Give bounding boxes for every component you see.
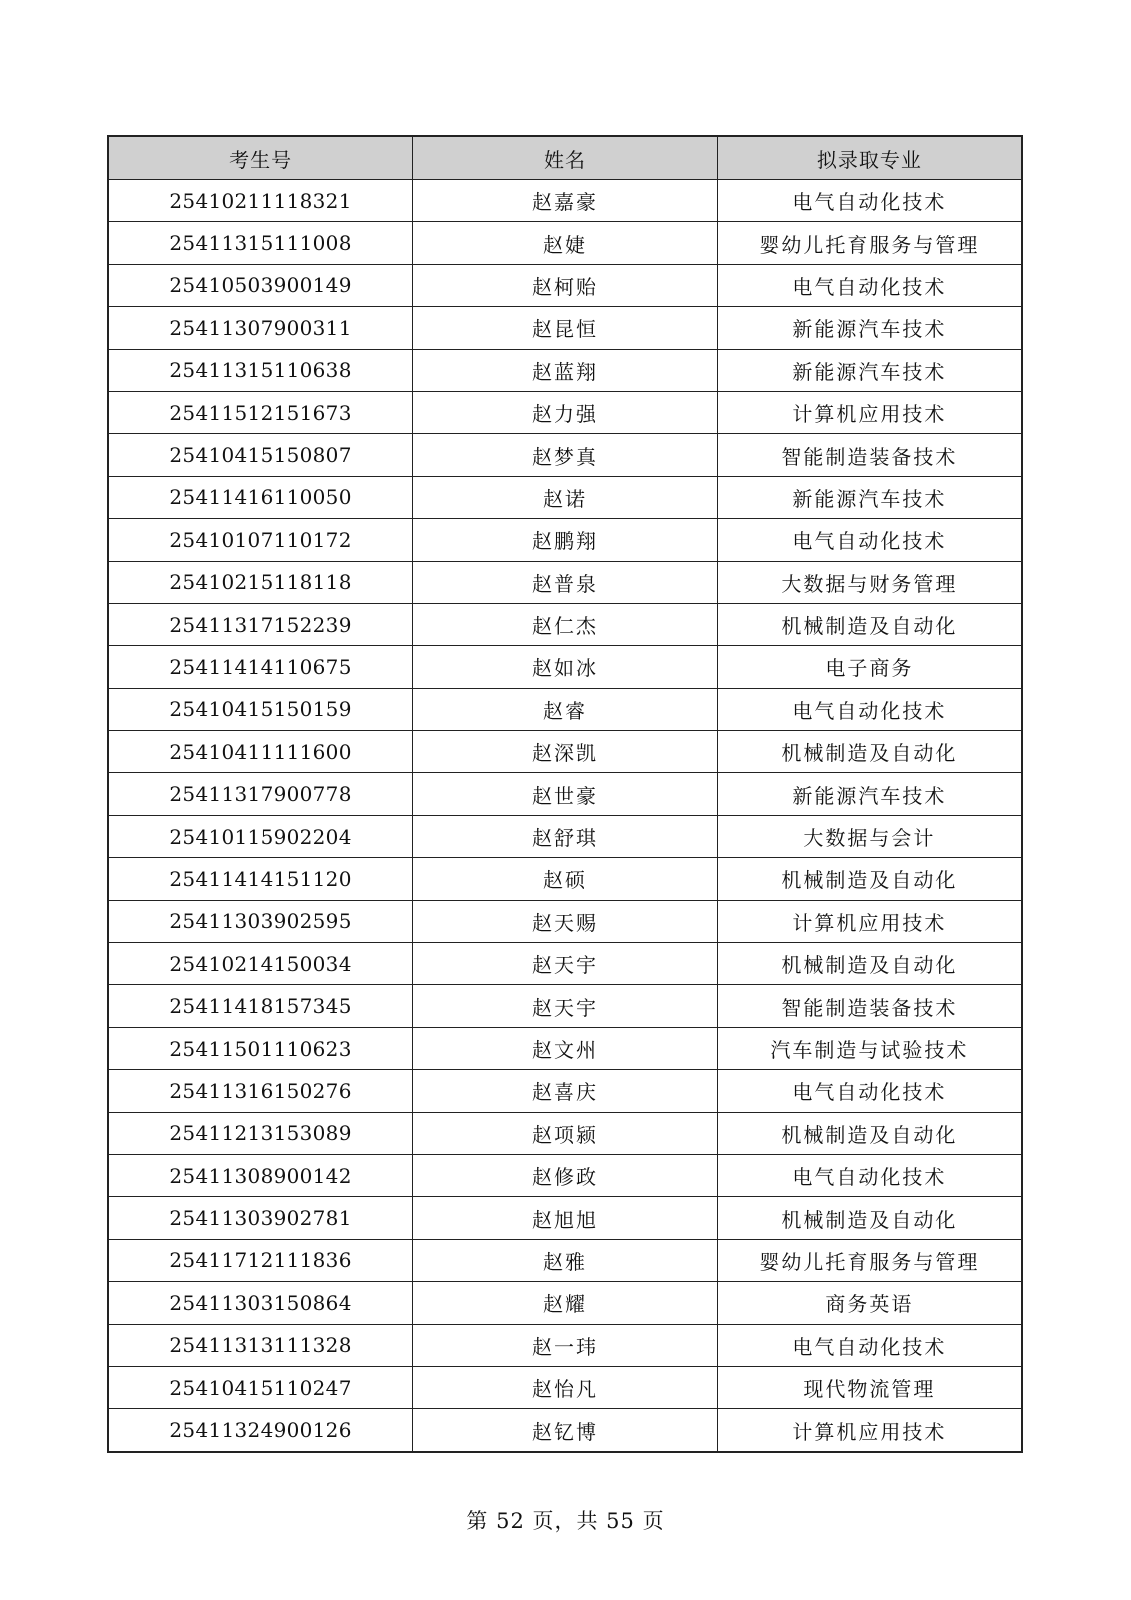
exam-number-cell: 25410503900149	[108, 264, 413, 306]
exam-number-cell: 25411303902781	[108, 1197, 413, 1239]
major-cell: 机械制造及自动化	[717, 858, 1022, 900]
table-row	[108, 434, 1022, 476]
student-name-cell: 赵仁杰	[413, 603, 718, 645]
student-name-cell: 赵雅	[413, 1239, 718, 1281]
major-cell: 新能源汽车技术	[717, 307, 1022, 349]
exam-number-cell: 25411316150276	[108, 1070, 413, 1112]
major-cell: 计算机应用技术	[717, 900, 1022, 942]
major-cell: 婴幼儿托育服务与管理	[717, 222, 1022, 264]
table-row	[108, 307, 1022, 349]
student-name-cell: 赵怡凡	[413, 1366, 718, 1408]
major-cell: 新能源汽车技术	[717, 349, 1022, 391]
exam-number-cell: 25410415150807	[108, 434, 413, 476]
header-row	[108, 136, 1022, 180]
student-name-cell: 赵诺	[413, 476, 718, 518]
student-name-cell: 赵天赐	[413, 900, 718, 942]
student-name-cell: 赵项颍	[413, 1112, 718, 1154]
exam-number-cell: 25411414151120	[108, 858, 413, 900]
student-name-cell: 赵舒琪	[413, 815, 718, 857]
student-name-cell: 赵耀	[413, 1282, 718, 1324]
table-row	[108, 858, 1022, 900]
exam-number-cell: 25410415110247	[108, 1366, 413, 1408]
table-row	[108, 943, 1022, 985]
table-row	[108, 773, 1022, 815]
major-cell: 电气自动化技术	[717, 1154, 1022, 1196]
table-row	[108, 1324, 1022, 1366]
table-row	[108, 688, 1022, 730]
major-cell: 电气自动化技术	[717, 264, 1022, 306]
table-row	[108, 1239, 1022, 1281]
exam-number-cell: 25411324900126	[108, 1409, 413, 1452]
table-row	[108, 349, 1022, 391]
student-name-cell: 赵天宇	[413, 985, 718, 1027]
exam-number-cell: 25410211118321	[108, 180, 413, 222]
student-name-cell: 赵一玮	[413, 1324, 718, 1366]
student-name-cell: 赵硕	[413, 858, 718, 900]
major-cell: 机械制造及自动化	[717, 943, 1022, 985]
table-row	[108, 731, 1022, 773]
page-number: 第 52 页，共 55 页	[466, 1509, 665, 1533]
major-cell: 机械制造及自动化	[717, 1197, 1022, 1239]
student-name-cell: 赵钇博	[413, 1409, 718, 1452]
major-cell: 汽车制造与试验技术	[717, 1027, 1022, 1069]
table-row	[108, 519, 1022, 561]
table-row	[108, 391, 1022, 433]
exam-number-cell: 25411712111836	[108, 1239, 413, 1281]
major-cell: 计算机应用技术	[717, 1409, 1022, 1452]
exam-number-cell: 25411317900778	[108, 773, 413, 815]
exam-number-cell: 25411213153089	[108, 1112, 413, 1154]
exam-number-cell: 25411501110623	[108, 1027, 413, 1069]
student-name-cell: 赵睿	[413, 688, 718, 730]
table-row	[108, 1154, 1022, 1196]
exam-number-cell: 25410215118118	[108, 561, 413, 603]
exam-number-cell: 25410115902204	[108, 815, 413, 857]
student-name-cell: 赵普泉	[413, 561, 718, 603]
major-cell: 智能制造装备技术	[717, 985, 1022, 1027]
student-name-cell: 赵昆恒	[413, 307, 718, 349]
table-row	[108, 646, 1022, 688]
student-name-cell: 赵喜庆	[413, 1070, 718, 1112]
major-cell: 现代物流管理	[717, 1366, 1022, 1408]
major-cell: 电气自动化技术	[717, 688, 1022, 730]
major-cell: 大数据与会计	[717, 815, 1022, 857]
exam-number-cell: 25411418157345	[108, 985, 413, 1027]
header-exam-number: 考生号	[108, 136, 413, 180]
student-name-cell: 赵鹏翔	[413, 519, 718, 561]
student-name-cell: 赵蓝翔	[413, 349, 718, 391]
header-name: 姓名	[413, 136, 718, 180]
table-row	[108, 985, 1022, 1027]
student-name-cell: 赵世豪	[413, 773, 718, 815]
table-row	[108, 476, 1022, 518]
exam-number-cell: 25410214150034	[108, 943, 413, 985]
admission-table	[107, 135, 1023, 1453]
major-cell: 计算机应用技术	[717, 391, 1022, 433]
table-row	[108, 1070, 1022, 1112]
major-cell: 电气自动化技术	[717, 1324, 1022, 1366]
student-name-cell: 赵梦真	[413, 434, 718, 476]
major-cell: 电子商务	[717, 646, 1022, 688]
student-name-cell: 赵柯贻	[413, 264, 718, 306]
major-cell: 电气自动化技术	[717, 1070, 1022, 1112]
exam-number-cell: 25410107110172	[108, 519, 413, 561]
exam-number-cell: 25411315111008	[108, 222, 413, 264]
table-row	[108, 561, 1022, 603]
exam-number-cell: 25411414110675	[108, 646, 413, 688]
table-row	[108, 1282, 1022, 1324]
table-row	[108, 900, 1022, 942]
exam-number-cell: 25411315110638	[108, 349, 413, 391]
exam-number-cell: 25411307900311	[108, 307, 413, 349]
table-row	[108, 1409, 1022, 1452]
student-name-cell: 赵文州	[413, 1027, 718, 1069]
exam-number-cell: 25411303150864	[108, 1282, 413, 1324]
table-row	[108, 603, 1022, 645]
major-cell: 智能制造装备技术	[717, 434, 1022, 476]
table-row	[108, 180, 1022, 222]
student-name-cell: 赵嘉豪	[413, 180, 718, 222]
table-row	[108, 815, 1022, 857]
major-cell: 机械制造及自动化	[717, 603, 1022, 645]
exam-number-cell: 25411512151673	[108, 391, 413, 433]
exam-number-cell: 25411303902595	[108, 900, 413, 942]
student-name-cell: 赵修政	[413, 1154, 718, 1196]
major-cell: 新能源汽车技术	[717, 476, 1022, 518]
table-row	[108, 1366, 1022, 1408]
exam-number-cell: 25410415150159	[108, 688, 413, 730]
major-cell: 电气自动化技术	[717, 180, 1022, 222]
exam-number-cell: 25411308900142	[108, 1154, 413, 1196]
table-row	[108, 222, 1022, 264]
exam-number-cell: 25411313111328	[108, 1324, 413, 1366]
major-cell: 婴幼儿托育服务与管理	[717, 1239, 1022, 1281]
student-name-cell: 赵如冰	[413, 646, 718, 688]
student-name-cell: 赵力强	[413, 391, 718, 433]
exam-number-cell: 25411416110050	[108, 476, 413, 518]
table-row	[108, 1027, 1022, 1069]
major-cell: 机械制造及自动化	[717, 731, 1022, 773]
major-cell: 新能源汽车技术	[717, 773, 1022, 815]
header-major: 拟录取专业	[717, 136, 1022, 180]
major-cell: 机械制造及自动化	[717, 1112, 1022, 1154]
major-cell: 大数据与财务管理	[717, 561, 1022, 603]
table-row	[108, 264, 1022, 306]
major-cell: 电气自动化技术	[717, 519, 1022, 561]
major-cell: 商务英语	[717, 1282, 1022, 1324]
student-name-cell: 赵深凯	[413, 731, 718, 773]
exam-number-cell: 25411317152239	[108, 603, 413, 645]
student-name-cell: 赵婕	[413, 222, 718, 264]
table-row	[108, 1112, 1022, 1154]
table-row	[108, 1197, 1022, 1239]
student-name-cell: 赵旭旭	[413, 1197, 718, 1239]
student-name-cell: 赵天宇	[413, 943, 718, 985]
exam-number-cell: 25410411111600	[108, 731, 413, 773]
